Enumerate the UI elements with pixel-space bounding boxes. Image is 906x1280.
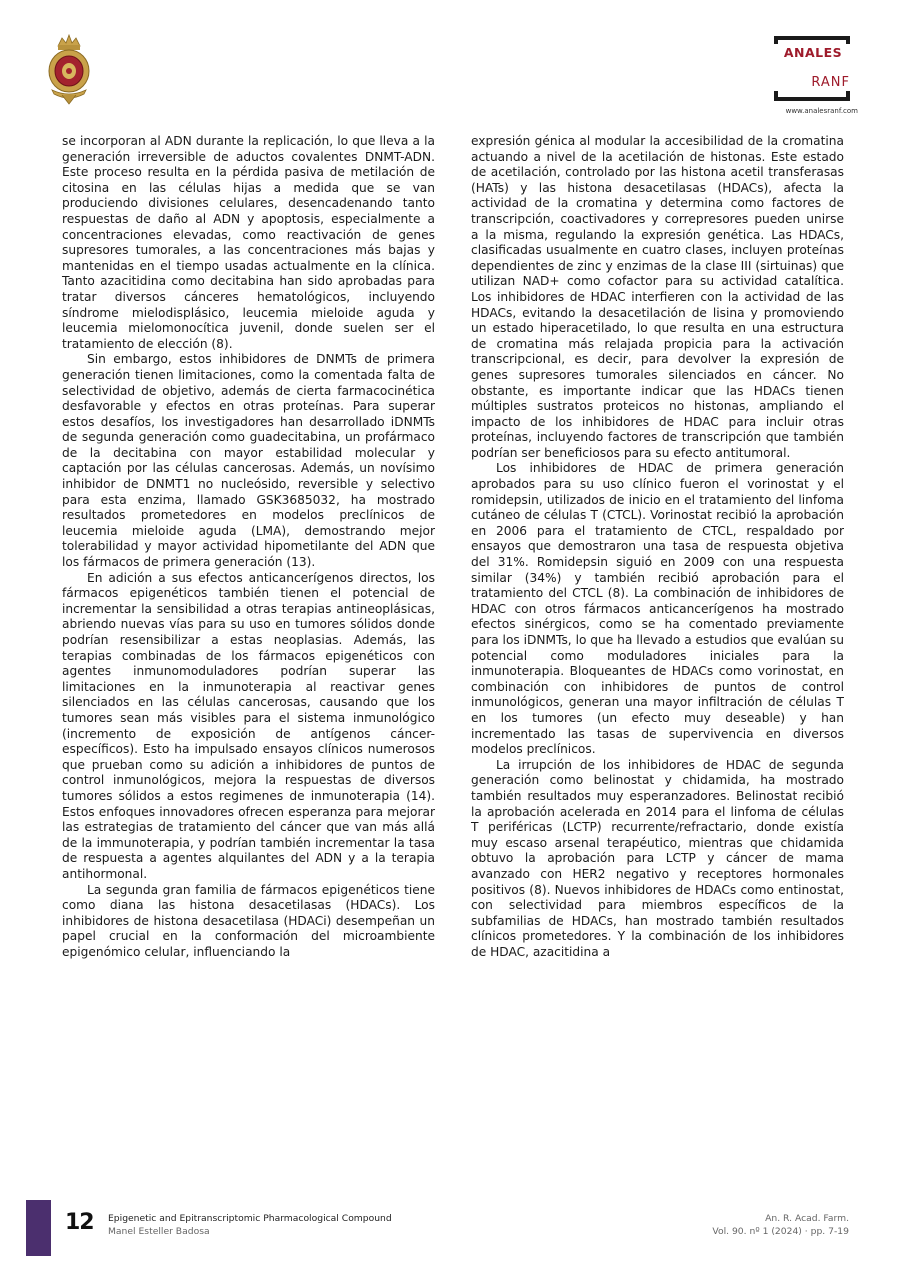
paragraph: Los inhibidores de HDAC de primera generación aprobados para su uso clínico fueron el vorinostat y el romidepsin, utilizados de inicio en el tratamiento del linfoma cutáneo de células T (CTCL). Vorinostat recibió la aprobación en 2006 para el tratamiento de CTCL, respaldado por ensayos que demostraron una tasa de respuesta objetiva del 31%. Romidepsin siguió en 2009 con una respuesta similar (34%) y también recibió aprobación para el tratamiento del CTCL (8). La combinación de inhibidores de HDAC con otros fármacos anticancerígenos ha mostrado efectos sinérgicos, como se ha comentado previamente para los iDNMTs, lo que ha llevado a estudios que evalúan su potencial como moduladores iniciales para la inmunoterapia. Bloqueantes de HDACs como vorinostat, en combinación con inhibidores de puntos de control inmunológicos, generan una mayor infiltración de células T en los tumores (un efecto muy deseable) y han incrementado las tasas de supervivencia en diversos modelos preclínicos.	[471, 461, 844, 757]
logo-frame-bottom	[774, 91, 850, 101]
left-column	[62, 134, 435, 960]
paragraph: La irrupción de los inhibidores de HDAC de segunda generación como belinostat y chidamida, ha mostrado también resultados muy esperanzadores. Belinostat recibió la aprobación acelerada en 2014 para el linfoma de células T periféricas (LCTP) recurrente/refractario, donde existía muy escaso arsenal terapéutico, mientras que chidamida obtuvo la aprobación para LCTP y cáncer de mama avanzado con HER2 negativo y receptores hormonales positivos (8). Nuevos inhibidores de HDACs como entinostat, con selectividad para miembros específicos de la subfamilias de HDACs, han mostrado también resultados clínicos prometedores. Y la combinación de los inhibidores de HDAC, azacitidina a	[471, 757, 844, 959]
right-column	[471, 134, 844, 960]
paragraph: En adición a sus efectos anticancerígenos directos, los fármacos epigenéticos también tienen el potencial de incrementar la sensibilidad a otras terapias antineoplásicas, abriendo nuevas vías para su uso en tumores sólidos donde podrían resensibilizar a estas neoplasias. Además, las terapias combinadas de los fármacos epigenéticos con agentes inmunomoduladores podrían superar las limitaciones en la inmunoterapia al reactivar genes silenciados en las células cancerosas, causando que los tumores sean más visibles para el sistema inmunológico (incremento de exposición de antígenos cáncer- específicos). Esto ha impulsado ensayos clínicos numerosos que prueban como su adición a inhibidores de puntos de control inmunológicos, mejora la respuestas de diversos tumores sólidos a estos regimenes de inmunoterapia (14). Estos enfoques innovadores ofrecen esperanza para mejorar las estrategias de tratamiento del cáncer que van más allá de la immunoterapia, y podrían también incrementar la tasa de respuesta a agentes alquilantes del ADN y a la terapia antihormonal.	[62, 570, 435, 881]
footer-volume: Vol. 90. nº 1 (2024) · pp. 7-19	[712, 1225, 849, 1237]
footer-journal-name: An. R. Acad. Farm.	[765, 1213, 849, 1224]
paragraph: se incorporan al ADN durante la replicación, lo que lleva a la generación irreversible de aductos covalentes DNMT-ADN. Este proceso resulta en la pérdida pasiva de metilación de citosina en las células hijas a medida que se van produciendo divisiones celulares, desencadenando tanto respuestas de daño al ADN y apoptosis, especialmente a concentraciones elevadas, como reactivación de genes supresores tumorales, a las concentraciones más bajas y mantenidas en el tiempo usadas actualmente en la clínica. Tanto azacitidina como decitabina han sido aprobadas para tratar diversos cánceres hematológicos, incluyendo síndrome mielodisplásico, leucemia mieloide aguda y leucemia mielomonocítica juvenil, donde suelen ser el tratamiento de elección (8).	[62, 134, 435, 351]
footer-author: Manel Esteller Badosa	[108, 1225, 210, 1237]
footer-journal-info	[712, 1213, 849, 1238]
footer-article-info	[108, 1213, 392, 1238]
journal-url: www.analesranf.com	[785, 107, 858, 115]
logo-ranf-text: RANF	[811, 75, 850, 90]
footer-article-title: Epigenetic and Epitranscriptomic Pharmacological Compound	[108, 1213, 392, 1224]
footer-accent-bar	[26, 1200, 51, 1256]
anales-ranf-logo	[772, 36, 858, 116]
paragraph: Sin embargo, estos inhibidores de DNMTs de primera generación tienen limitaciones, como la comentada falta de selectividad de objetivo, además de cierta farmacocinética desfavorable y efectos en otras proteínas. Para superar estos desafíos, los investigadores han desarrollado iDNMTs de segunda generación como guadecitabina, un profármaco de la decitabina con mayor estabilidad molecular y captación por las células cancerosas. Además, un novísimo inhibidor de DNMT1 no nucleósido, reversible y selectivo para esta enzima, llamado GSK3685032, ha mostrado resultados prometedores en modelos preclínicos de leucemia mieloide aguda (LMA), demostrando mejor tolerabilidad y mayor actividad hipometilante del ADN que los fármacos de primera generación (13).	[62, 352, 435, 570]
paragraph: expresión génica al modular la accesibilidad de la cromatina actuando a nivel de la acetilación de histonas. Este estado de acetilación, controlado por las histona acetil transferasas (HATs) y las histona desacetilasas (HDACs), afecta la actividad de la cromatina y determina como factores de transcripción, coactivadores y correpresores pueden unirse a la misma, regulando la expresión genética. Las HDACs, clasificadas usualmente en cuatro clases, incluyen proteínas dependientes de zinc y enzimas de la clase III (sirtuinas) que utilizan NAD+ como cofactor para su actividad catalítica. Los inhibidores de HDAC interfieren con la actividad de las HDACs, evitando la desacetilación de lisina y promoviendo un estado hiperacetilado, lo que resulta en una estructura de cromatina más relajada propicia para la activación transcripcional, es decir, para devolver la expresión de genes supresores tumorales silenciados en cáncer. No obstante, es importante indicar que las HDACs tienen múltiples sustratos proteicos no histonas, ampliando el impacto de los inhibidores de HDAC para incluir otras proteínas, incluyendo factores de transcripción que también podrían ser beneficiosos para su efecto antitumoral.	[471, 134, 844, 460]
paragraph: La segunda gran familia de fármacos epigenéticos tiene como diana las histona desacetilasas (HDACs). Los inhibidores de histona desacetilasa (HDACi) desempeñan un papel crucial en la conformación del microambiente epigenómico celular, influenciando la	[62, 882, 435, 959]
logo-anales-text: ANALES	[783, 45, 843, 60]
academy-crest-logo	[44, 32, 94, 106]
page-number: 12	[65, 1210, 94, 1235]
logo-frame-top	[774, 36, 850, 44]
